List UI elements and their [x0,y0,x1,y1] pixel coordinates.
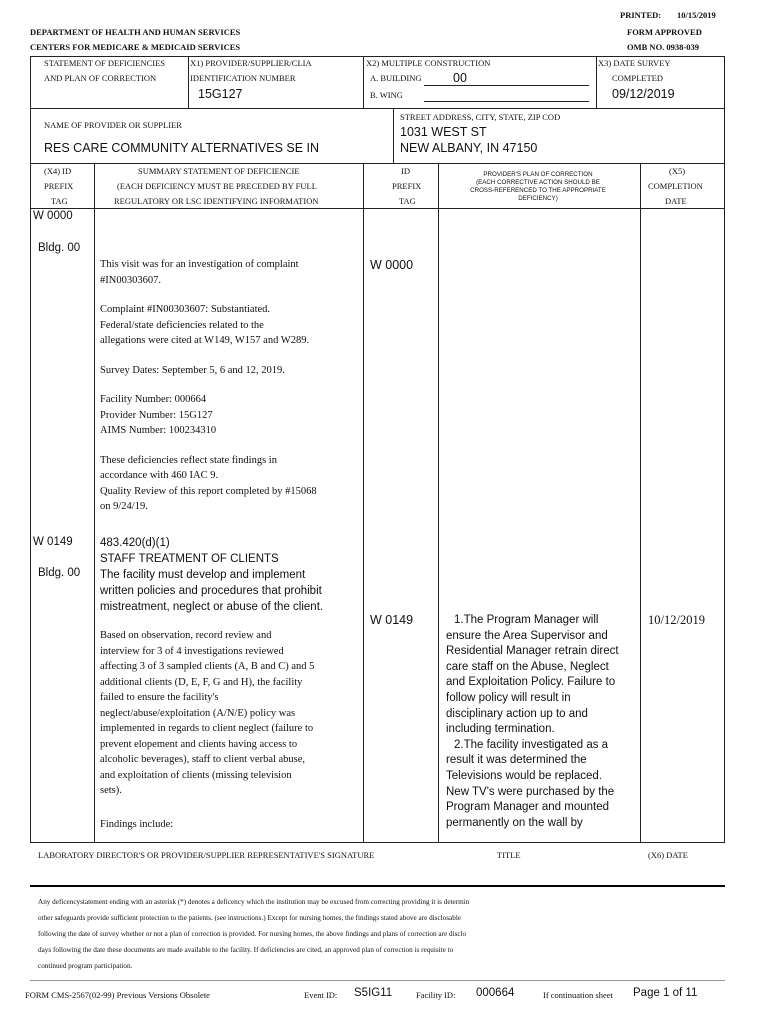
signature-label: LABORATORY DIRECTOR'S OR PROVIDER/SUPPLIER REPRESENTATIVE'S SIGNATURE [38,850,375,860]
plan-line: ensure the Area Supervisor and [446,629,608,642]
summary-column [100,257,360,529]
id-header-line3: TAG [399,196,416,206]
plan-line: and Exploitation Policy. Failure to [446,676,616,689]
regulation-title: STAFF TREATMENT OF CLIENTS [100,553,279,565]
statement-label-line2: AND PLAN OF CORRECTION [44,73,157,83]
text-line: AIMS Number: 100234310 [100,425,217,436]
plan-header-line3: CROSS-REFERENCED TO THE APPROPRIATE [470,187,606,194]
bldg-label-1: Bldg. 00 [38,242,81,254]
text-line: Based on observation, record review and [100,630,272,641]
x5-header-line2: COMPLETION [648,181,703,191]
facility-id-label: Facility ID: [416,990,456,1000]
text-line: on 9/24/19. [100,501,148,512]
tag-w0149-left: W 0149 [33,536,73,548]
paragraph-state-findings [100,453,360,515]
provider-name-value: RES CARE COMMUNITY ALTERNATIVES SE IN [44,141,320,155]
printed-label: PRINTED: [620,10,662,20]
summary-header-line2: (EACH DEFICIENCY MUST BE PRECEDED BY FULL [117,181,317,191]
plan-header-line4: DEFICIENCY) [518,195,558,202]
plan-line: disciplinary action up to and [446,707,588,720]
address-line1: 1031 WEST ST [400,125,487,139]
regulation-block [100,535,362,615]
paragraph-visit [100,257,360,288]
plan-line: result it was determined the [446,754,587,767]
plan-line: including termination. [446,723,555,736]
plan-line: Residential Manager retrain direct [446,645,619,658]
text-line: affecting 3 of 3 sampled clients (A, B and C) and 5 [100,661,315,672]
text-line: Facility Number: 000664 [100,394,207,405]
findings-column [100,628,362,846]
plan-line: 2.The facility investigated as a [454,738,609,751]
x3-label-line1: X3) DATE SURVEY [598,58,671,68]
x1-label-line1: X1) PROVIDER/SUPPLIER/CLIA [190,58,312,68]
bldg-label-2: Bldg. 00 [38,567,81,579]
text-line: neglect/abuse/exploitation (A/N/E) policy was [100,707,296,719]
text-line: Provider Number: 15G127 [100,409,213,421]
statement-label-line1: STATEMENT OF DEFICIENCIES [44,58,166,68]
paragraph-findings-include [100,817,362,833]
paragraph-findings-summary [100,628,362,799]
survey-date-value: 09/12/2019 [612,87,675,101]
plan-line: Televisions would be replaced. [446,769,602,782]
date-label: (X6) DATE [648,850,688,860]
facility-id-value: 000664 [476,987,515,999]
text-line: additional clients (D, E, F, G and H), the facility [100,676,303,688]
text-line: Complaint #IN00303607: Substantiated. [100,304,271,315]
text-line: failed to ensure the facility's [100,692,219,703]
x5-header-line1: (X5) [669,166,686,176]
continuation-label: If continuation sheet [543,990,613,1000]
plan-line: New TV's were purchased by the [446,785,615,798]
text-line: Findings include: [100,818,174,830]
footnote-line: continued program participation. [38,962,133,970]
footnote [38,894,720,974]
plan-of-correction [446,613,638,831]
provider-name-label: NAME OF PROVIDER OR SUPPLIER [44,120,182,130]
regulation-code: 483.420(d)(1) [100,537,170,549]
address-line2: NEW ALBANY, IN 47150 [400,141,538,155]
x3-label-line2: COMPLETED [612,73,663,83]
building-value: 00 [453,71,467,85]
text-line: This visit was for an investigation of complaint [100,259,299,270]
footnote-line: other safeguards provide sufficient protection to the patients. (see instructions.) Except for nursing homes, the findings stated above are disclosable [38,914,462,922]
plan-header-line1: PROVIDER'S PLAN OF CORRECTION [483,171,593,178]
tag-w0000-left: W 0000 [33,210,73,222]
plan-line: follow policy will result in [446,691,571,704]
footnote-line: Any deficencystatement ending with an asterisk (*) denotes a deficency which the institution may be excused from correcting providing it is determin [38,898,470,906]
wing-label: B. WING [370,90,403,100]
text-line: Federal/state deficiencies related to the [100,319,264,331]
tag-w0000-right: W 0000 [370,258,414,272]
id-header-line1: ID [401,166,410,176]
text-line: prevent elopement and clients having access to [100,738,298,750]
paragraph-facility-numbers [100,392,360,439]
text-line: interview for 3 of 4 investigations reviewed [100,645,284,657]
paragraph-complaint [100,302,360,349]
text-line: alcoholic beverages), staff to client verbal abuse, [100,754,306,765]
text-line: These deficiencies reflect state findings in [100,454,277,466]
x5-header-line3: DATE [665,196,687,206]
text-line: sets). [100,785,122,796]
plan-header [438,171,638,203]
address-label: STREET ADDRESS, CITY, STATE, ZIP COD [400,112,561,122]
text-line: #IN00303607. [100,274,161,286]
event-id-label: Event ID: [304,990,338,1000]
summary-header-line3: REGULATORY OR LSC IDENTIFYING INFORMATION [114,196,319,206]
x4-header-line2: PREFIX [44,181,74,191]
text-line: written policies and procedures that prohibit [100,585,322,597]
id-header-line2: PREFIX [392,181,422,191]
footnote-line: following the date of survey whether or not a plan of correction is provided. For nursing homes, the above findings and plans of correction are disclo [38,930,467,938]
text-line: Survey Dates: September 5, 6 and 12, 2019. [100,364,285,376]
text-line: accordance with 460 IAC 9. [100,470,219,481]
paragraph-survey-dates [100,363,360,379]
building-label: A. BUILDING [370,73,422,83]
x4-header-line1: (X4) ID [44,166,72,176]
provider-id-number: 15G127 [198,87,243,101]
printed-date: 10/15/2019 [677,10,716,20]
department-title: DEPARTMENT OF HEALTH AND HUMAN SERVICES [30,27,241,37]
centers-title: CENTERS FOR MEDICARE & MEDICAID SERVICES [30,42,241,52]
x2-label: X2) MULTIPLE CONSTRUCTION [366,58,491,68]
plan-line: 1.The Program Manager will [454,614,599,626]
text-line: and exploitation of clients (missing television [100,769,292,781]
text-line: The facility must develop and implement [100,569,306,581]
text-line: implemented in regards to client neglect (failure to [100,723,314,734]
plan-line: permanently on the wall by [446,816,583,829]
plan-line: Program Manager and mounted [446,801,610,814]
omb-number: OMB NO. 0938-039 [627,42,700,52]
summary-header-line1: SUMMARY STATEMENT OF DEFICIENCIE [138,166,300,176]
text-line: allegations were cited at W149, W157 and W289. [100,335,310,346]
plan-line: care staff on the Abuse, Neglect [446,660,609,673]
form-number: FORM CMS-2567(02-99) Previous Versions Obsolete [25,990,210,1000]
x1-label-line2: IDENTIFICATION NUMBER [190,73,296,83]
text-line: mistreatment, neglect or abuse of the client. [100,601,324,613]
title-label: TITLE [497,850,521,860]
x4-header-line3: TAG [51,196,68,206]
plan-header-line2: (EACH CORRECTIVE ACTION SHOULD BE [476,179,600,186]
event-id-value: S5IG11 [354,987,393,999]
tag-w0149-right: W 0149 [370,613,414,627]
text-line: Quality Review of this report completed by #15068 [100,485,317,497]
completion-date: 10/12/2019 [648,613,705,627]
footnote-line: days following the date these documents are made available to the facility. If deficiencies are cited, an approved plan of correction is requisite to [38,946,454,954]
form-approved: FORM APPROVED [627,27,702,37]
page-number: Page 1 of 11 [633,987,698,999]
